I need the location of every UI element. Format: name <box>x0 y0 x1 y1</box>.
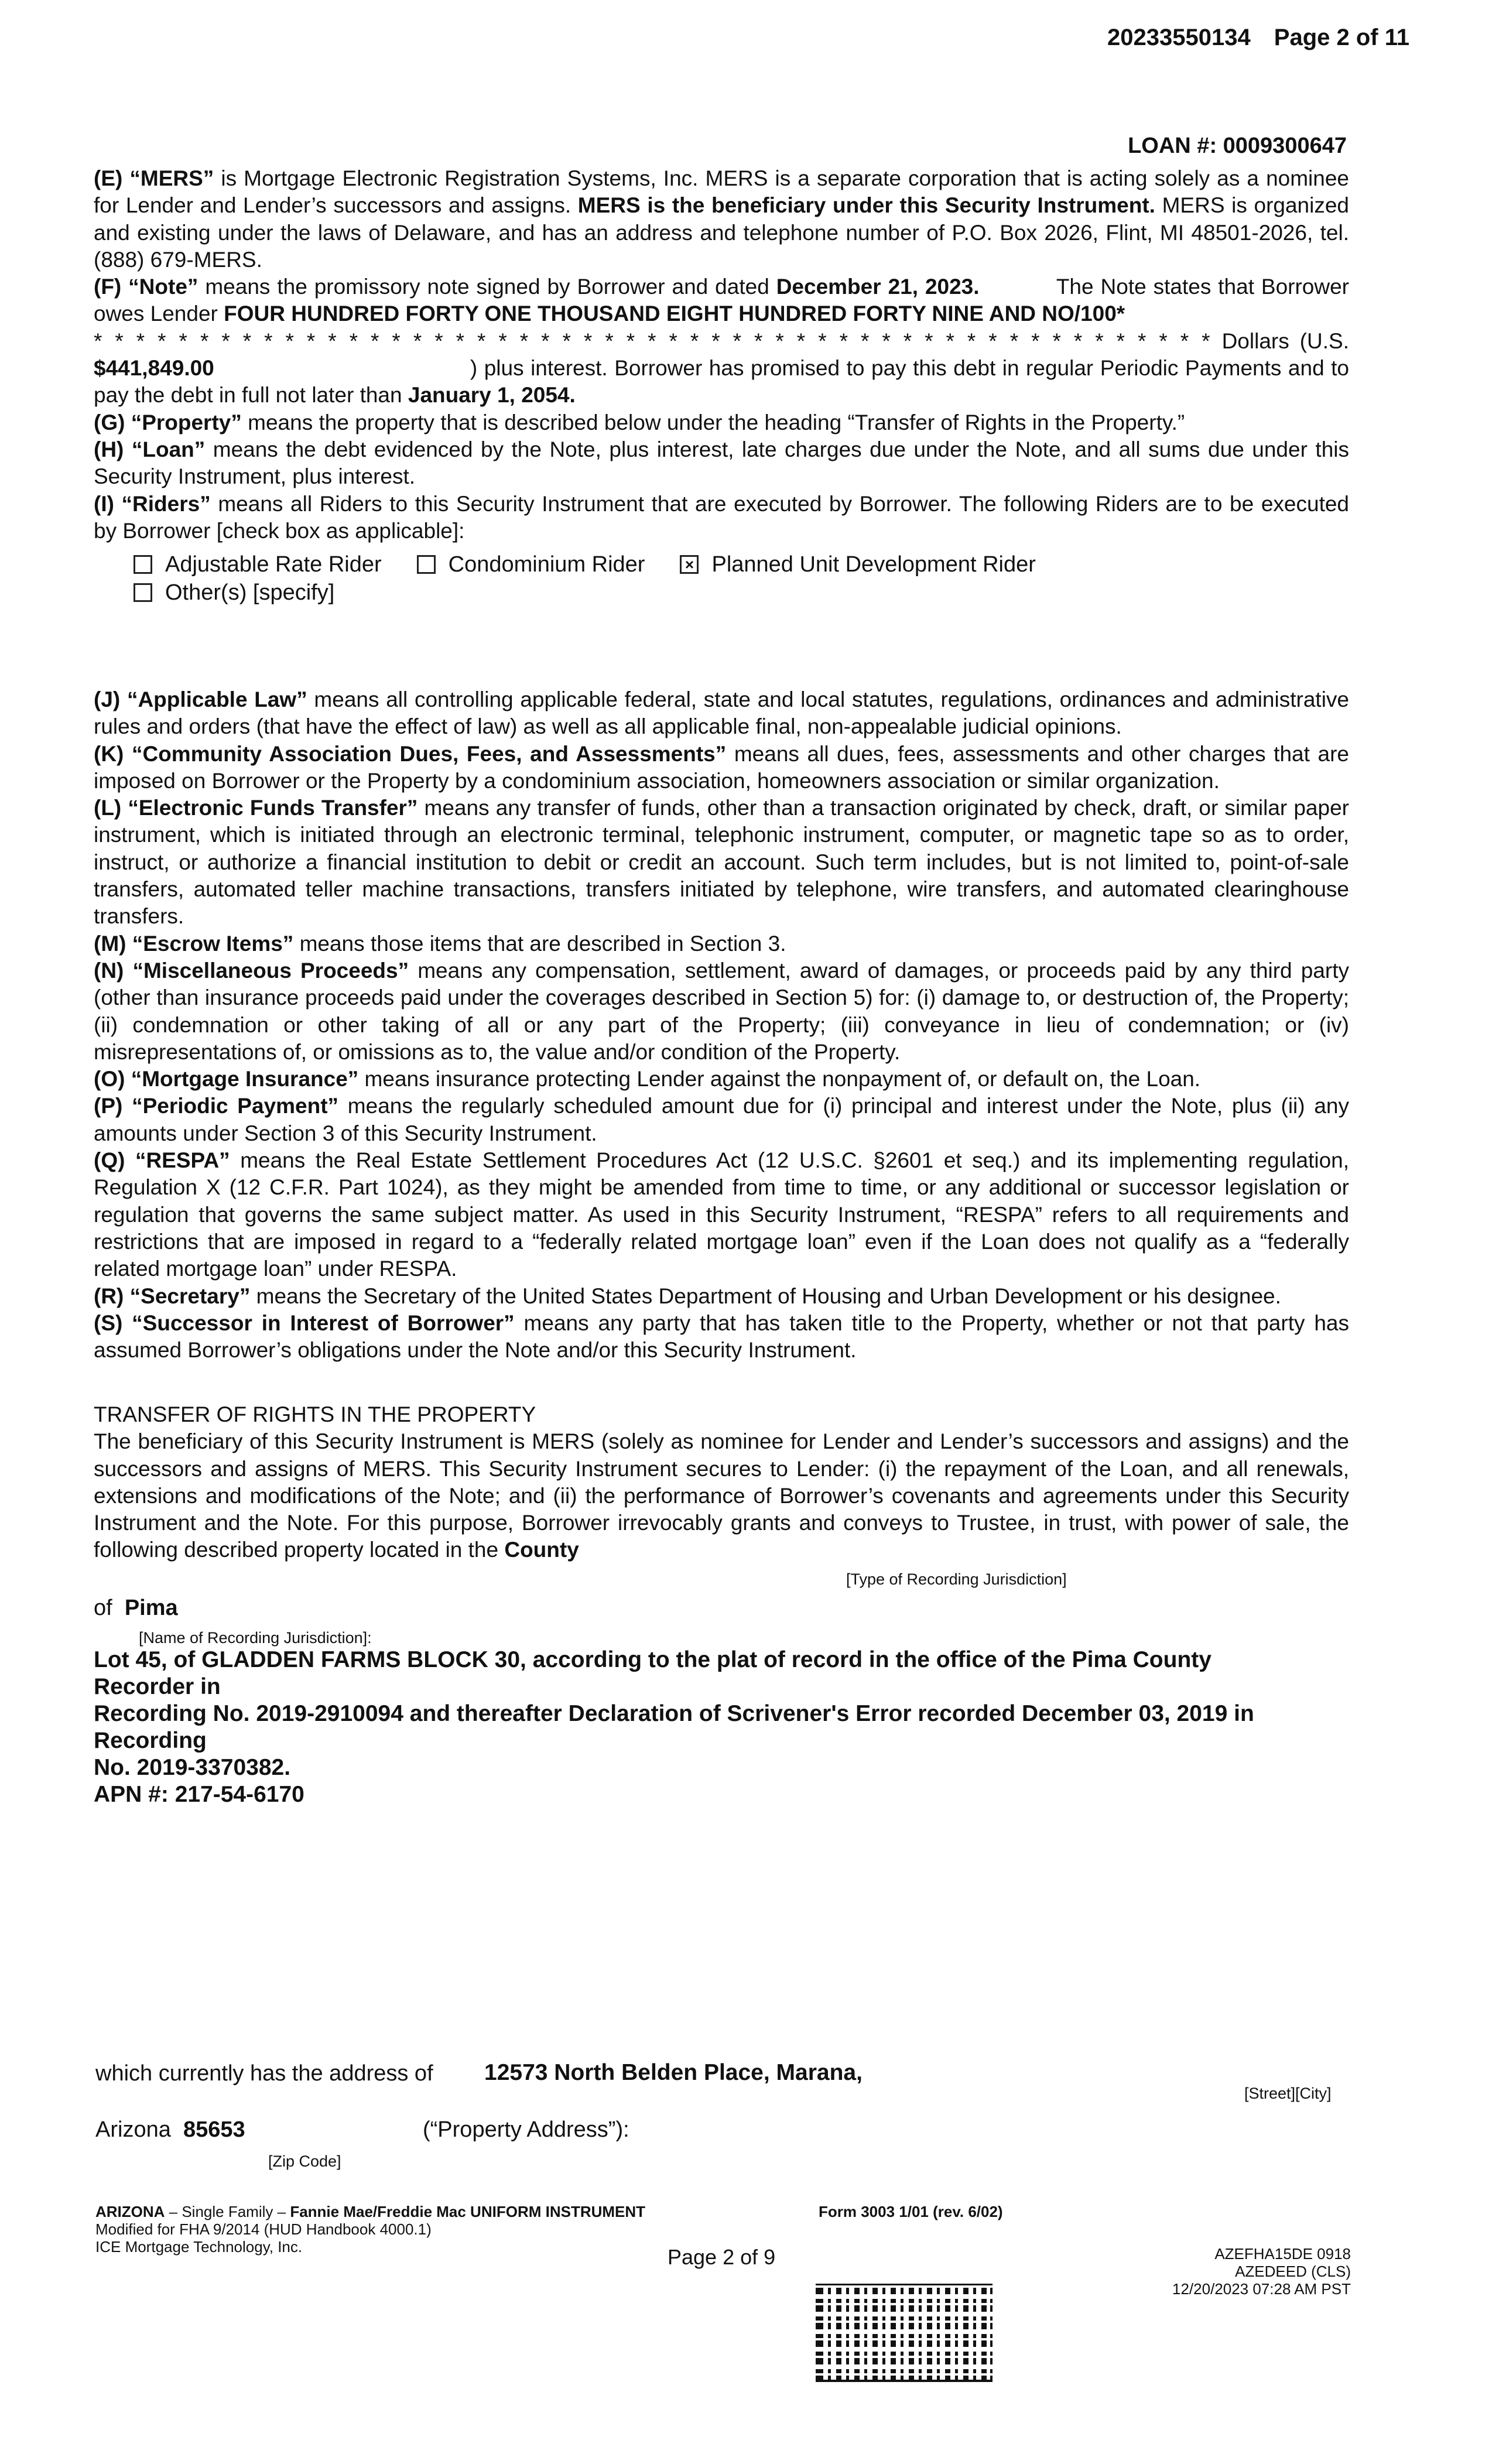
barcode-icon <box>816 2284 993 2382</box>
transfer-text: The beneficiary of this Security Instrument is MERS (solely as nominee for Lender and Lender’s successors and assigns) and the successors and assigns of MERS. This Security Instrument secures to Lender: (i) the repayment of the Loan, and all renewals, extensions and modifications of the Note; and (ii) the performance of Borrower’s covenants and agreements under this Security Instrument and the Note. For this purpose, Borrower irrevocably grants and conveys to Trustee, in trust, with power of sale, the following described property located in the County <box>94 1429 1349 1562</box>
transfer-heading: TRANSFER OF RIGHTS IN THE PROPERTY <box>94 1402 536 1426</box>
maturity-date: January 1, 2054. <box>408 383 576 408</box>
definition-j: (J) “Applicable Law” means all controlling applicable federal, state and local statutes, regulations, ordinances and administrative rules and orders (that have the effect of law) as well as all applicable final, non-appealable judicial opinions. <box>94 687 1349 739</box>
definition-m: (M) “Escrow Items” means those items that are described in Section 3. <box>94 931 786 956</box>
definition-h: (H) “Loan” means the debt evidenced by the Note, plus interest, late charges due under the Note, and all sums due under this Security Instrument, plus interest. <box>94 437 1349 489</box>
jurisdiction-name-caption: [Name of Recording Jurisdiction]: <box>139 1629 372 1647</box>
checkbox-icon[interactable] <box>134 555 152 574</box>
zip-caption: [Zip Code] <box>268 2152 341 2170</box>
property-address-label: (“Property Address”): <box>423 2117 629 2142</box>
definition-n: (N) “Miscellaneous Proceeds” means any compensation, settlement, award of damages, or proceeds paid by any third party (other than insurance proceeds paid under the coverages described in Section 5) for: (i) damage to, or destruction of, the Property; (ii) condemnation or other taking of all or any part of the Property; (iii) conveyance in lieu of condemnation; or (iv) misrepresentations of, or omissions as to, the value and/or condition of the Property. <box>94 958 1349 1064</box>
zip-code: 85653 <box>183 2117 245 2142</box>
page-label: Page 2 of 11 <box>1274 25 1409 50</box>
loan-amount-words: FOUR HUNDRED FORTY ONE THOUSAND EIGHT HUNDRED FORTY NINE AND NO/100* <box>224 302 1125 326</box>
rider-other[interactable]: Other(s) [specify] <box>134 579 334 607</box>
jurisdiction-name: Pima <box>124 1596 178 1620</box>
note-date: December 21, 2023. <box>776 275 980 299</box>
legal-description: Lot 45, of GLADDEN FARMS BLOCK 30, according to the plat of record in the office of the Pima County Recorder in Recording No. 2019-2910094 and thereafter Declaration of Scrivener's Error recorded December 03, 2019 in Recording No. 2019-3370382. APN #: 217-54-6170 <box>94 1647 1411 1808</box>
definition-s: (S) “Successor in Interest of Borrower” means any party that has taken title to the Property, whether or not that party has assumed Borrower’s obligations under the Note and/or this Security Instrument. <box>94 1310 1349 1363</box>
definition-r: (R) “Secretary” means the Secretary of the United States Department of Housing and Urban Development or his designee. <box>94 1284 1281 1308</box>
footer-codes: AZEFHA15DE 0918 AZEDEED (CLS) 12/20/2023 07:28 AM PST <box>1172 2245 1351 2298</box>
checked-checkbox-icon[interactable]: × <box>680 555 699 574</box>
term-note: (F) “Note” <box>94 275 199 299</box>
footer-page: Page 2 of 9 <box>668 2245 776 2269</box>
definition-o: (O) “Mortgage Insurance” means insurance protecting Lender against the nonpayment of, or default on, the Loan. <box>94 1067 1201 1091</box>
definition-q: (Q) “RESPA” means the Real Estate Settlement Procedures Act (12 U.S.C. §2601 et seq.) and its implementing regulation, Regulation X (12 C.F.R. Part 1024), as they might be amended from time to time, or any additional or successor legislation or regulation that governs the same subject matter. As used in this Security Instrument, “RESPA” refers to all requirements and restrictions that are imposed in regard to a “federally related mortgage loan” even if the Loan does not qualify as a “federally related mortgage loan” under RESPA. <box>94 1148 1349 1281</box>
definition-l: (L) “Electronic Funds Transfer” means any transfer of funds, other than a transaction originated by check, draft, or similar paper instrument, which is initiated through an electronic terminal, telephonic instrument, computer, or magnetic tape so as to order, instruct, or authorize a financial institution to debit or credit an account. Such term includes, but is not limited to, point-of-sale transfers, automated teller machine transactions, transfers initiated by telephone, wire transfers, and automated clearinghouse transfers. <box>94 796 1349 929</box>
loan-amount: $441,849.00 <box>94 356 214 381</box>
definition-k: (K) “Community Association Dues, Fees, and Assessments” means all dues, fees, assessments and other charges that are imposed on Borrower or the Property by a condominium association, homeowners association or similar organization. <box>94 741 1349 793</box>
recording-header <box>1107 25 1409 51</box>
street-city-caption: [Street][City] <box>1244 2085 1332 2102</box>
apn-number: APN #: 217-54-6170 <box>94 1782 304 1807</box>
loan-number: LOAN #: 0009300647 <box>1128 134 1347 158</box>
address-lead: which currently has the address of <box>95 2061 433 2086</box>
state: Arizona <box>95 2117 171 2142</box>
checkbox-icon[interactable] <box>134 583 152 602</box>
jurisdiction-type: County <box>504 1538 579 1562</box>
definition-g: (G) “Property” means the property that is described below under the heading “Transfer of Rights in the Property.” <box>94 410 1185 434</box>
definition-p: (P) “Periodic Payment” means the regularly scheduled amount due for (i) principal and interest under the Note, plus (ii) any amounts under Section 3 of this Security Instrument. <box>94 1094 1349 1145</box>
jurisdiction-type-caption: [Type of Recording Jurisdiction] <box>846 1570 1067 1588</box>
definition-e: (E) “MERS” is Mortgage Electronic Registration Systems, Inc. MERS is a separate corporation that is acting solely as a nominee for Lender and Lender’s successors and assigns. MERS is the beneficiary under this Security Instrument. MERS is organized and existing under the laws of Delaware, and has an address and telephone number of P.O. Box 2026, Flint, MI 48501-2026, tel. (888) 679-MERS. <box>94 166 1350 272</box>
filler-stars: * * * * * * * * * * * * * * * * * * * * * * * * * * * * * * * * * * * * * * * * * * * * * * * * * * * * * <box>94 328 1211 353</box>
jurisdiction-line: of Pima <box>94 1596 178 1620</box>
definition-i: (I) “Riders” means all Riders to this Security Instrument that are executed by Borrower. The following Riders are to be executed by Borrower [check box as applicable]: <box>94 491 1350 543</box>
rider-condominium[interactable]: Condominium Rider <box>417 550 645 579</box>
transfer-of-rights <box>94 1401 1349 1564</box>
state-zip <box>95 2117 245 2143</box>
document-number: 20233550134 <box>1107 25 1251 50</box>
street-city: 12573 North Belden Place, Marana, <box>484 2060 863 2085</box>
term-mers: (E) “MERS” <box>94 166 214 190</box>
rider-planned-unit-development[interactable]: × Planned Unit Development Rider <box>680 550 1035 579</box>
riders-checklist <box>134 550 1071 607</box>
footer-left: ARIZONA – Single Family – Fannie Mae/Freddie Mac UNIFORM INSTRUMENT Modified for FHA 9/2014 (HUD Handbook 4000.1) ICE Mortgage Technology, Inc. <box>95 2203 646 2256</box>
checkbox-icon[interactable] <box>417 555 436 574</box>
definition-f: (F) “Note” means the promissory note signed by Borrower and dated December 21, 2023. The Note states that Borrower owes Lender FOUR HUNDRED FORTY ONE THOUSAND EIGHT HUNDRED FORTY NINE AND NO/100* * * * * * * * * * * * * * * * * * * * * * * * * * * * * * * * * * * * * * * * * * * * * * * * * * * * * * Dollars (U.S. $441,849.00 ) plus interest. Borrower has promised to pay this debt in regular Periodic Payments and to pay the debt in full not later than January 1, 2054. <box>94 275 1350 408</box>
definitions-e-to-i <box>94 165 1349 545</box>
definitions-j-to-s <box>94 686 1349 1364</box>
form-number: Form 3003 1/01 (rev. 6/02) <box>819 2203 1003 2220</box>
rider-adjustable-rate[interactable]: Adjustable Rate Rider <box>134 550 382 579</box>
